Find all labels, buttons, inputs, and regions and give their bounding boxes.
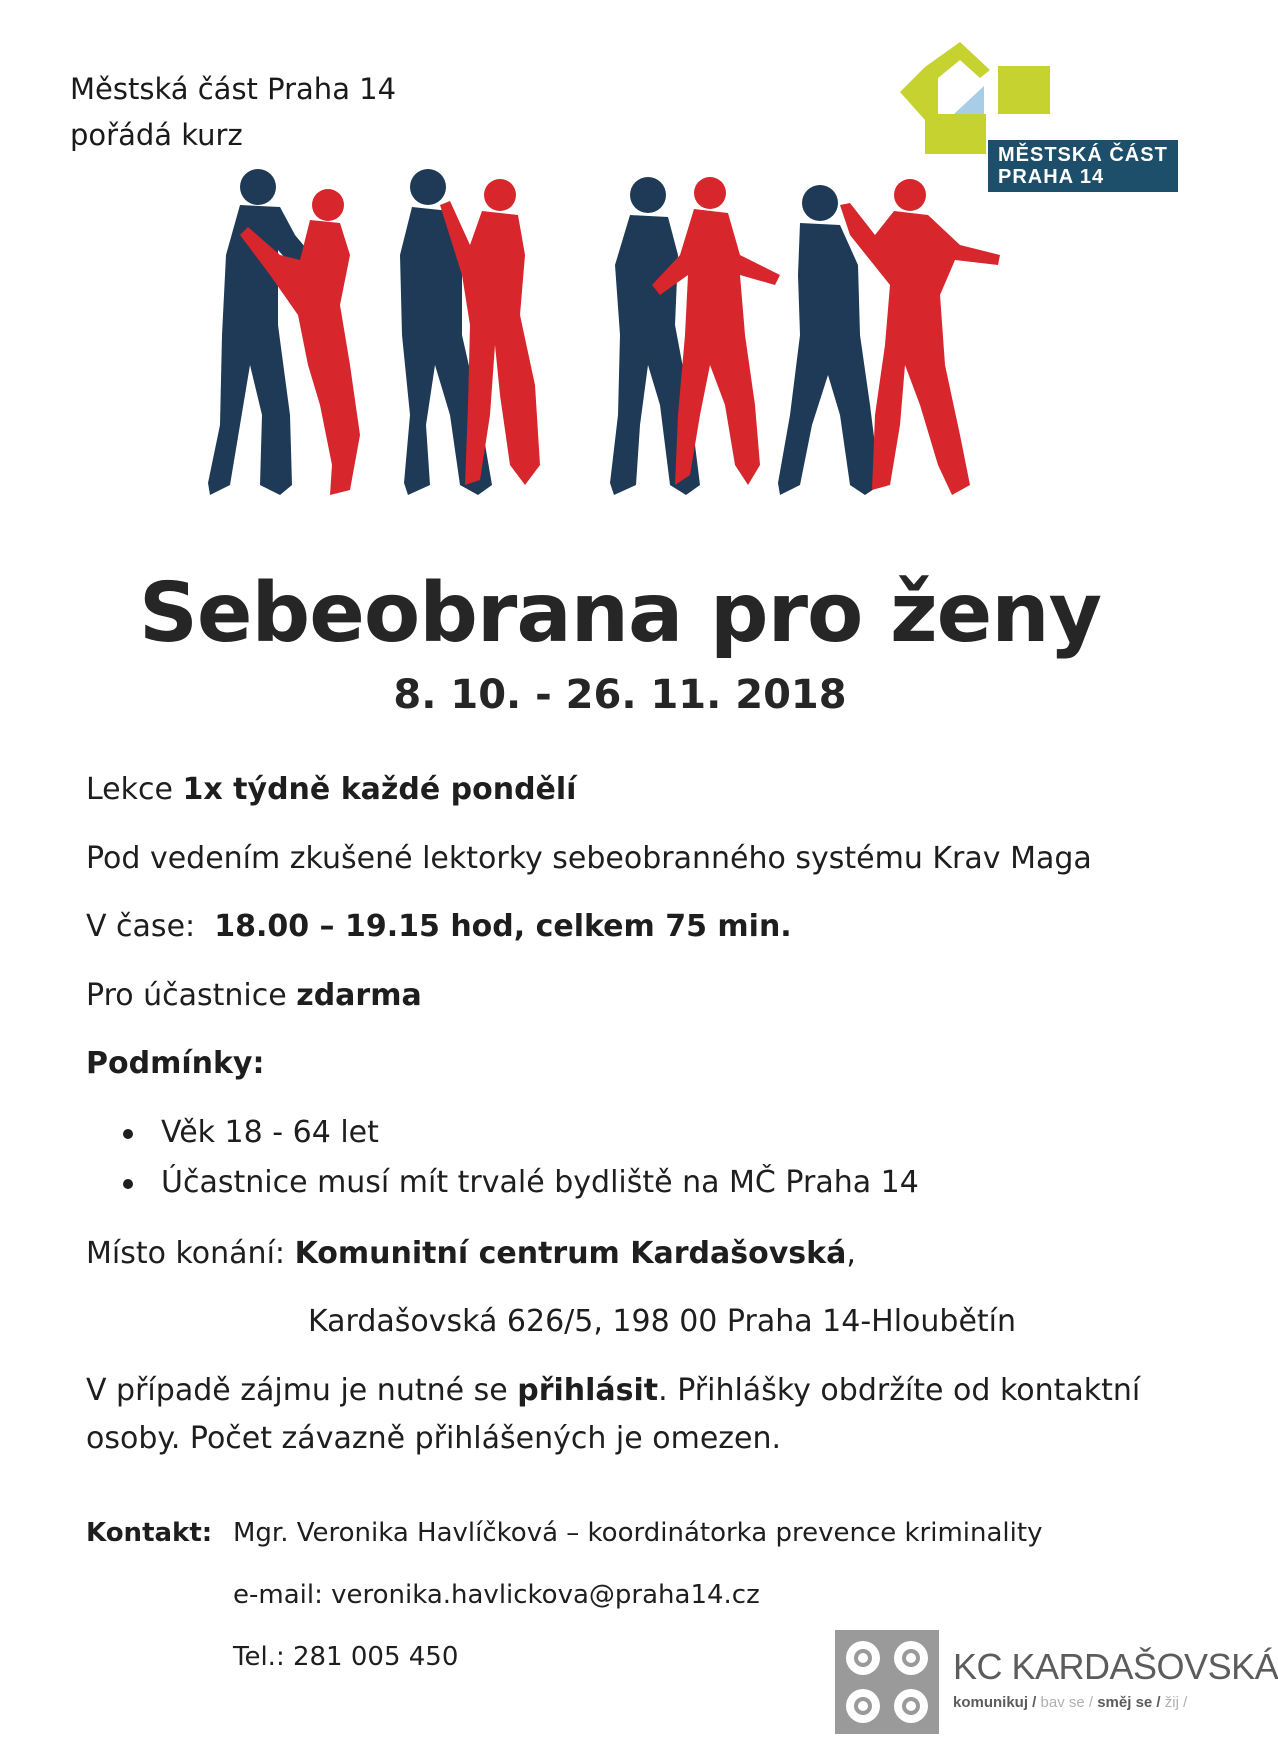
kc-tag-1: komunikuj / xyxy=(953,1694,1037,1711)
venue-prefix: Místo konání: xyxy=(86,1236,295,1271)
kc-tag-2: bav se / xyxy=(1036,1694,1094,1711)
registration-line-2: osoby. Počet závazně přihlášených je omezen. xyxy=(86,1421,782,1456)
condition-item-2-text: Účastnice musí mít trvalé bydliště na MČ Praha 14 xyxy=(161,1165,919,1200)
kc-kardasovska-name: KC KARDAŠOVSKÁ xyxy=(953,1646,1278,1687)
kc-kardasovska-tagline xyxy=(953,1694,1187,1711)
condition-item-1-text: Věk 18 - 64 let xyxy=(161,1115,379,1150)
bullet-dot xyxy=(123,1129,133,1139)
price-value: zdarma xyxy=(296,978,422,1013)
contact-label-text: Kontakt: xyxy=(86,1518,213,1548)
conditions-heading-text: Podmínky: xyxy=(86,1046,265,1081)
organizer-line-1: Městská část Praha 14 xyxy=(70,72,397,106)
price-prefix: Pro účastnice xyxy=(86,978,297,1013)
praha14-logo-line-2: PRAHA 14 xyxy=(998,166,1105,188)
venue-comma: , xyxy=(846,1236,856,1271)
conditions-heading xyxy=(86,1046,264,1081)
kc-tag-4: žij / xyxy=(1160,1694,1188,1711)
instructor-line: Pod vedením zkušené lektorky sebeobranného systému Krav Maga xyxy=(86,841,1092,876)
time-prefix: V čase: xyxy=(86,909,215,944)
registration-part-1: V případě zájmu je nutné se xyxy=(86,1373,518,1408)
lessons-frequency: 1x týdně každé pondělí xyxy=(182,772,577,807)
time-line xyxy=(86,909,792,944)
course-dates: 8. 10. - 26. 11. 2018 xyxy=(393,672,847,718)
bullet-dot xyxy=(123,1179,133,1189)
page-title: Sebeobrana pro ženy xyxy=(138,566,1102,661)
kc-kardasovska-logo xyxy=(835,1630,1278,1734)
contact-email: e-mail: veronika.havlickova@praha14.cz xyxy=(233,1580,760,1610)
time-value: 18.00 – 19.15 hod, celkem 75 min. xyxy=(214,909,792,944)
organizer-line-2: pořádá kurz xyxy=(70,118,243,152)
venue-line xyxy=(86,1236,856,1271)
lessons-prefix: Lekce xyxy=(86,772,183,807)
lessons-line xyxy=(86,772,576,807)
registration-bold: přihlásit xyxy=(517,1373,659,1408)
praha14-logo-line-1: MĚSTSKÁ ČÁST xyxy=(998,144,1168,166)
contact-person: Mgr. Veronika Havlíčková – koordinátorka prevence kriminality xyxy=(233,1518,1043,1548)
contact-label xyxy=(86,1518,212,1548)
kc-tag-3: směj se / xyxy=(1093,1694,1161,1711)
contact-phone: Tel.: 281 005 450 xyxy=(233,1642,459,1672)
course-details xyxy=(86,0,1196,1754)
price-line xyxy=(86,978,422,1013)
venue-address: Kardašovská 626/5, 198 00 Praha 14-Hloubětín xyxy=(308,1304,1017,1339)
kc-kardasovska-logo-mark xyxy=(835,1630,939,1734)
condition-item-2 xyxy=(161,1165,919,1200)
venue-name: Komunitní centrum Kardašovská xyxy=(294,1236,847,1271)
registration-line-1 xyxy=(86,1373,1140,1408)
condition-item-1 xyxy=(161,1115,379,1150)
registration-part-2: . Přihlášky obdržíte od kontaktní xyxy=(658,1373,1141,1408)
